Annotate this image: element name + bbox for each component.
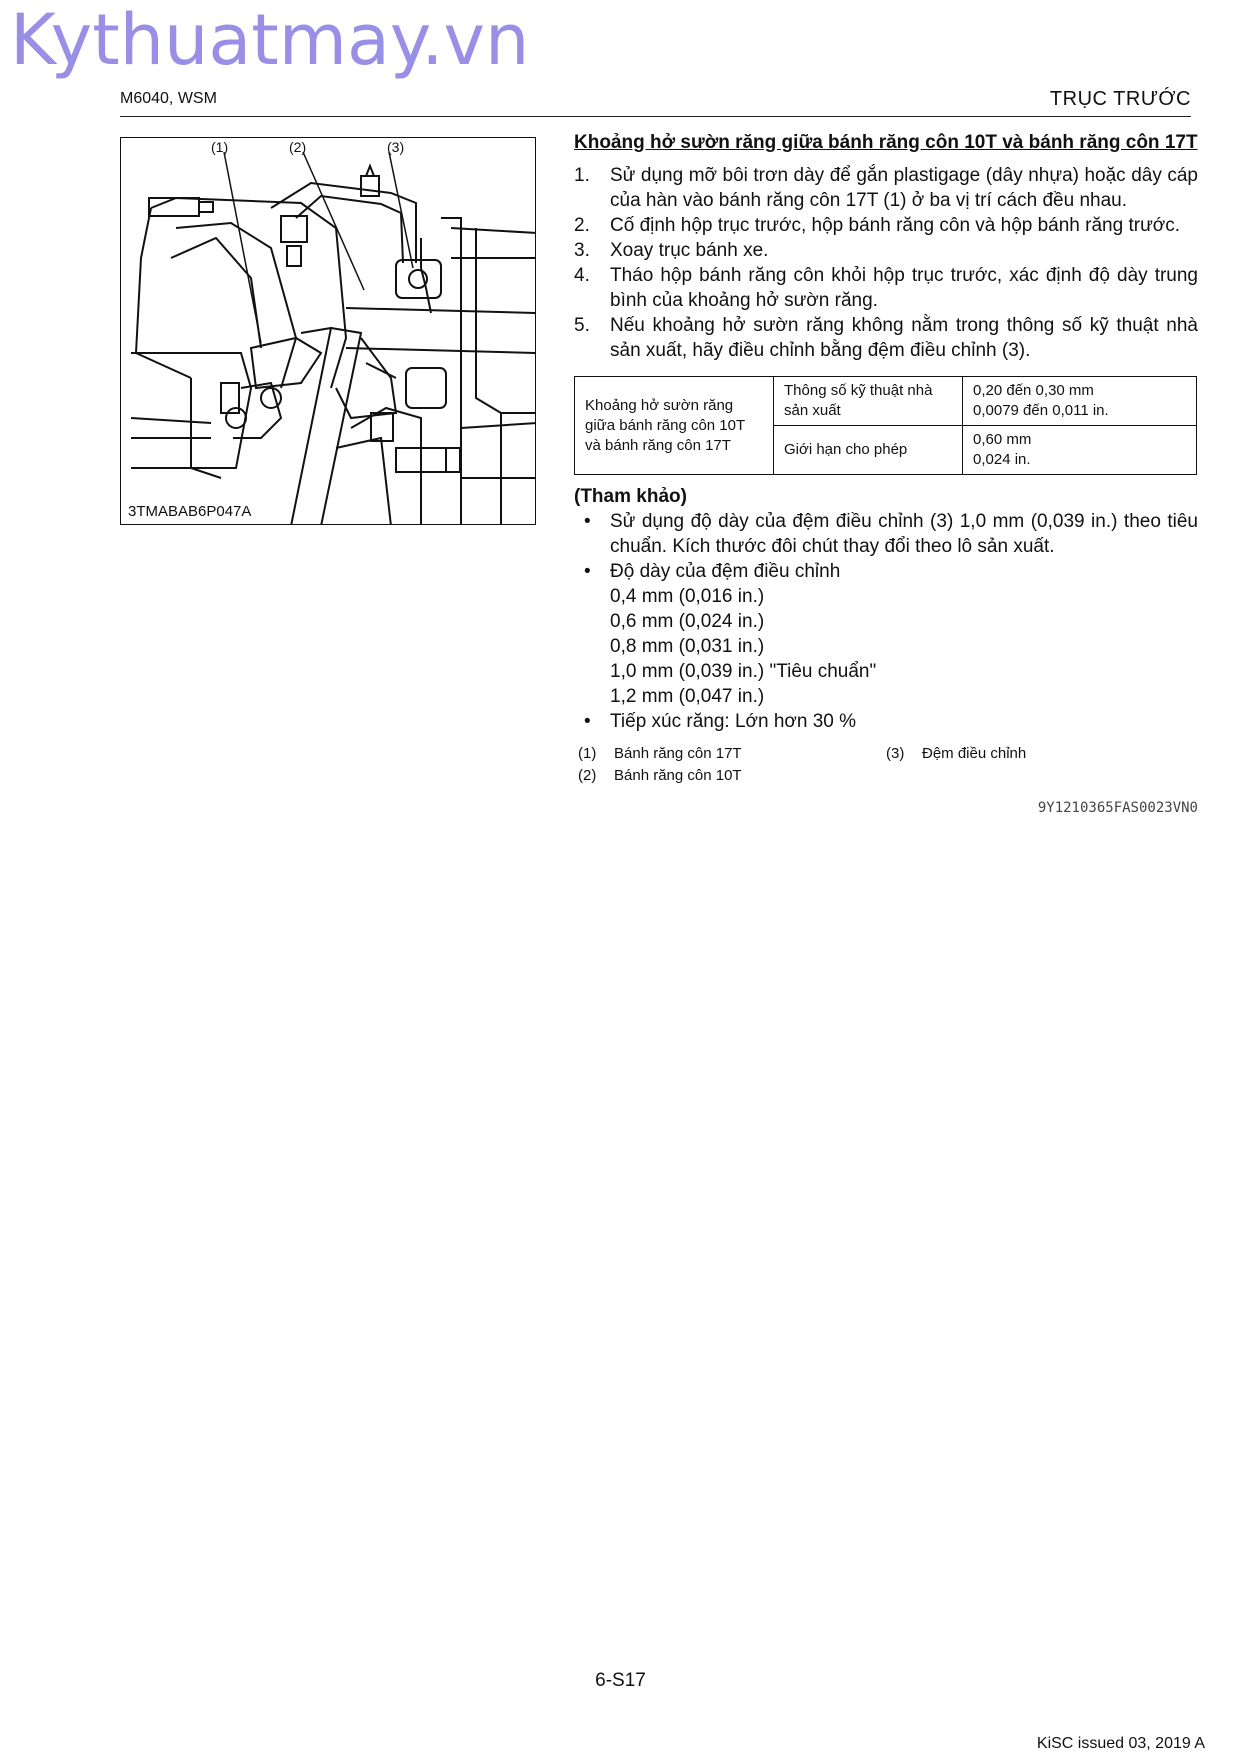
step: 2. Cố định hộp trục trước, hộp bánh răng côn và hộp bánh răng trước.	[574, 215, 1181, 236]
reference-notes	[574, 509, 1198, 734]
callout-1: (1)	[211, 139, 229, 155]
list-item: • Tiếp xúc răng: Lớn hơn 30 %	[584, 711, 857, 732]
thickness-value: 1,2 mm (0,047 in.)	[610, 686, 765, 707]
step: 5. Nếu khoảng hở sườn răng không nằm trong thông số kỹ thuật nhà sản xuất, hãy điều chỉnh bằng đệm điều chỉnh (3).	[574, 315, 1198, 361]
procedure-steps	[574, 163, 1198, 363]
legend-item: (1) Bánh răng côn 17T	[578, 745, 742, 762]
spec-item: Khoảng hở sườn răng giữa bánh răng côn 10T và bánh răng côn 17T	[575, 377, 774, 475]
document-code: 9Y1210365FAS0023VN0	[1037, 800, 1198, 816]
parts-legend	[574, 744, 1198, 788]
spec-table	[574, 376, 1197, 475]
table-row	[575, 377, 1197, 426]
technical-drawing	[120, 137, 536, 525]
legend-item: (3) Đệm điều chỉnh	[886, 745, 1027, 762]
watermark: Kythuatmay.vn	[10, 0, 530, 81]
header-section: TRỤC TRƯỚC	[1049, 88, 1191, 110]
callout-3: (3)	[387, 139, 405, 155]
step: 4. Tháo hộp bánh răng côn khỏi hộp trục trước, xác định độ dày trung bình của khoảng hở sườn răng.	[574, 265, 1198, 311]
list-item: • Sử dụng độ dày của đệm điều chỉnh (3) 1,0 mm (0,039 in.) theo tiêu chuẩn. Kích thước đôi chút thay đổi theo lô sản xuất.	[584, 511, 1198, 557]
drawing-svg	[121, 138, 536, 525]
issued-note: KiSC issued 03, 2019 A	[1036, 1735, 1205, 1752]
figure-code: 3TMABAB6P047A	[128, 503, 252, 520]
legend-item: (2) Bánh răng côn 10T	[578, 767, 742, 784]
spec-value: 0,20 đến 0,30 mm 0,0079 đến 0,011 in.	[963, 377, 1197, 426]
spec-label: Thông số kỹ thuật nhà sản xuất	[774, 377, 963, 426]
callout-2: (2)	[289, 139, 307, 155]
spec-value: 0,60 mm 0,024 in.	[963, 426, 1197, 475]
list-item: • Độ dày của đệm điều chỉnh 0,4 mm (0,016 in.) 0,6 mm (0,024 in.) 0,8 mm (0,031 in.) 1,0 mm (0,039 in.) "Tiêu chuẩn" 1,2 mm (0,047 in.)	[574, 559, 1198, 709]
step: 3. Xoay trục bánh xe.	[574, 240, 769, 261]
header-model: M6040, WSM	[120, 90, 217, 107]
thickness-value: 0,4 mm (0,016 in.)	[610, 586, 765, 607]
content-column	[574, 130, 1198, 816]
header-rule	[120, 116, 1191, 117]
reference-title: (Tham khảo)	[574, 486, 687, 507]
step: 1. Sử dụng mỡ bôi trơn dày để gắn plastigage (dây nhựa) hoặc dây cáp của hàn vào bánh răng côn 17T (1) ở ba vị trí cách đều nhau.	[574, 165, 1198, 211]
thickness-value: 0,6 mm (0,024 in.)	[610, 611, 765, 632]
thickness-value: 0,8 mm (0,031 in.)	[610, 636, 765, 657]
page-number: 6-S17	[595, 1670, 646, 1691]
section-title: Khoảng hở sườn răng giữa bánh răng côn 10T và bánh răng côn 17T	[574, 132, 1198, 153]
spec-label: Giới hạn cho phép	[774, 426, 963, 475]
thickness-value: 1,0 mm (0,039 in.) "Tiêu chuẩn"	[610, 661, 877, 682]
